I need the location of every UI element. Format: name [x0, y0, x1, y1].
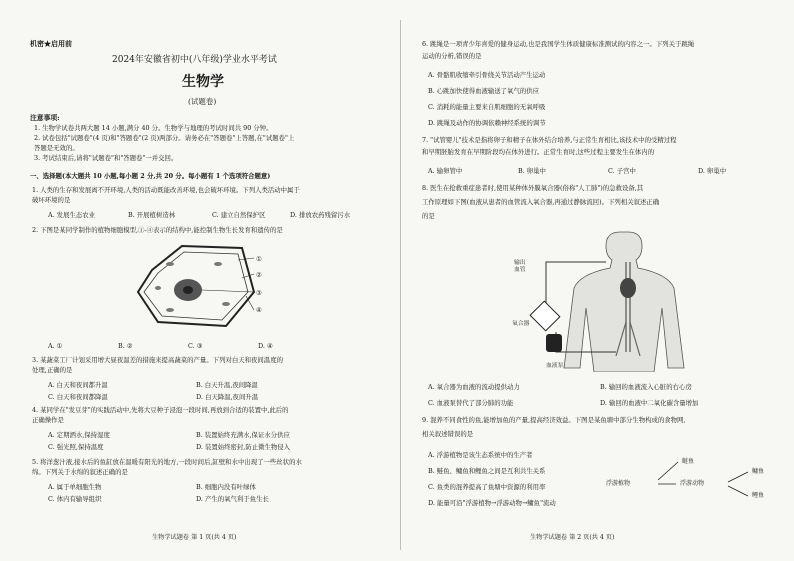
- food-web-node-phyto: 浮游植物: [606, 480, 631, 487]
- right-page: [400, 0, 794, 561]
- q9-option-a: A. 浮游植物是该生态系统中的生产者: [428, 451, 533, 459]
- q8-option-c: C. 血液泵替代了部分肺的功能: [428, 399, 514, 407]
- q8-stem: 的是: [422, 212, 435, 220]
- cell-callout-4: ④: [256, 306, 262, 314]
- q7-stem: 7. "试管婴儿"技术是指将卵子和精子在体外结合培养,与正常生育相比,该技术中的受精过程: [422, 136, 677, 144]
- q6-option-c: C. 消耗的能量主要来自肌细胞的无氧呼吸: [428, 103, 546, 111]
- q7-stem: 和早期胚胎发育在早期阶段均在体外进行。正常生育时,这些过程主要发生在体内的: [422, 148, 655, 156]
- food-web-node-carp: 鲤鱼: [752, 492, 765, 499]
- q3-option-d: D. 白天降温,夜间升温: [196, 393, 259, 401]
- chloroplast-shape: [214, 262, 222, 266]
- section-title: 一、选择题(本大题共 10 小题,每小题 2 分,共 20 分。每小题有 1 个选项符合题意): [30, 172, 271, 180]
- ecmo-label-oxygenator: 氧合器: [512, 321, 530, 327]
- food-web-node-bighead: 鳙鱼: [752, 468, 765, 475]
- q4-option-b: B. 装置始终充满水,保证水分供应: [196, 431, 290, 439]
- q3-option-a: A. 白天和夜间都升温: [48, 381, 108, 389]
- q5-option-b: B. 细胞内没有叶绿体: [196, 483, 256, 491]
- q3-stem: 处理,正确的是: [32, 366, 73, 374]
- q9-stem: 9. 混养不同食性的鱼,能增加鱼的产量,提高经济效益。下图是某鱼塘中部分生物构成的食物网,: [422, 416, 686, 424]
- q2-option-b: B. ②: [118, 342, 133, 350]
- oxygenator-shape: [530, 301, 560, 331]
- q8-option-b: B. 输回的血液流入心脏的右心房: [600, 383, 692, 391]
- q5-option-a: A. 属于单细胞生物: [48, 483, 102, 491]
- q1-stem: 1. 人类的生存和发展离不开环境,人类的活动既能改善环境,也会破坏环境。下列人类活动中属于: [32, 186, 300, 194]
- q7-option-a: A. 输卵管中: [428, 167, 463, 175]
- q2-option-a: A. ①: [48, 342, 63, 350]
- nucleolus-shape: [183, 286, 193, 294]
- q7-option-d: D. 卵巢中: [698, 167, 727, 175]
- chloroplast-shape: [166, 308, 174, 312]
- page-footer-right: 生物学试题卷 第 2 页(共 4 页): [530, 534, 615, 541]
- q2-option-c: C. ③: [188, 342, 203, 350]
- q3-option-b: B. 白天升温,夜间降温: [196, 381, 258, 389]
- q7-option-b: B. 卵巢中: [518, 167, 546, 175]
- ecmo-label-pump: 血液泵: [546, 363, 564, 369]
- q3-option-c: C. 白天和夜间都降温: [48, 393, 108, 401]
- q2-stem: 2. 下图是某同学制作的植物细胞模型,①-④表示的结构中,能控制生物生长发育和遗传的是: [32, 226, 283, 234]
- q9-stem: 相关叙述错误的是: [422, 430, 474, 438]
- q5-stem: 5. 将洋葱汁液,接水后的鱼缸放在温暖有阳光的地方,一段时间后,缸壁和水中出现了一些丝状的水: [32, 458, 302, 466]
- q6-option-d: D. 跳绳及动作的协调依赖神经系统的调节: [428, 119, 546, 127]
- plant-cell-model-figure: [130, 240, 270, 336]
- q6-option-a: A. 骨骼肌收缩牵引骨绕关节活动产生运动: [428, 71, 546, 79]
- ecmo-figure: [500, 222, 700, 372]
- q1-option-d: D. 排放农药残留污水: [290, 211, 351, 219]
- q1-option-c: C. 建立自然保护区: [212, 211, 266, 219]
- q4-stem: 4. 某同学在"发豆芽"的实践活动中,先将大豆种子浸泡一段时间,再放到合适的装置中,此后的: [32, 406, 289, 414]
- note-line: 答题是无效的。: [34, 144, 79, 152]
- q8-stem: 工作原理如下图(血液从患者的血管流入氧合器,再通过静脉流回)。下列相关叙述正确: [422, 198, 660, 206]
- q5-option-c: C. 体内有输导组织: [48, 495, 102, 503]
- q1-stem: 破坏环境的是: [32, 196, 71, 204]
- food-web-arrow: [658, 462, 678, 480]
- note-line: 3. 考试结束后,请将"试题卷"和"答题卷"一并交回。: [34, 154, 178, 162]
- food-web-arrow: [728, 472, 748, 482]
- q9-option-b: B. 鲢鱼、鳙鱼和鲤鱼之间是互利共生关系: [428, 467, 546, 475]
- chloroplast-shape: [166, 262, 174, 266]
- notes-title: 注意事项:: [30, 114, 60, 122]
- subject-title: 生物学: [182, 74, 224, 90]
- q8-option-a: A. 氧合器为血液的流动提供动力: [428, 383, 520, 391]
- q6-option-b: B. 心跳加快使得血液输送了氧气的供应: [428, 87, 540, 95]
- q5-option-d: D. 产生的氧气利于鱼生长: [196, 495, 269, 503]
- secret-label: 机密★启用前: [30, 39, 72, 48]
- food-web-node-zoo: 浮游动物: [680, 480, 705, 487]
- note-line: 2. 试卷包括"试题卷"(4 页)和"答题卷"(2 页)两部分。请务必在"答题卷"上答题,在"试题卷"上: [34, 134, 295, 142]
- q4-option-a: A. 定期洒水,保持湿度: [48, 431, 110, 439]
- q6-stem: 6. 跳绳是一项青少年喜爱的健身运动,也是我国学生体质健康标准测试的内容之一。下列关于跳绳: [422, 40, 695, 48]
- q4-stem: 正确操作是: [32, 416, 64, 424]
- q4-option-c: C. 强光照,保持温度: [48, 443, 104, 451]
- q1-option-a: A. 发展生态农业: [48, 211, 96, 219]
- ecmo-label-vessel: 输出 血管: [514, 260, 526, 273]
- q1-option-b: B. 开展植树造林: [128, 211, 176, 219]
- paper-type: (试题卷): [188, 97, 217, 106]
- heart-shape: [620, 278, 636, 298]
- cell-callout-3: ③: [256, 289, 262, 297]
- cell-callout-1: ①: [256, 255, 262, 263]
- cell-callout-2: ②: [256, 271, 262, 279]
- q6-stem: 运动的分析,错误的是: [422, 52, 482, 60]
- q9-option-d: D. 能量可沿"浮游植物→浮游动物→鳙鱼"流动: [428, 499, 556, 507]
- q3-stem: 3. 某蔬菜工厂计划采用增大昼夜温差的措施来提高蔬菜的产量。下列对白天和夜间温度的: [32, 356, 283, 364]
- note-line: 1. 生物学试卷共两大题 14 小题,满分 40 分。生物学与地理的考试时间共 90 分钟。: [34, 124, 273, 132]
- chloroplast-shape: [222, 302, 230, 306]
- q2-option-d: D. ④: [258, 342, 273, 350]
- q5-stem: 绵。下列关于水绵的叙述正确的是: [32, 468, 128, 476]
- q7-option-c: C. 子宫中: [608, 167, 636, 175]
- exam-title: 2024年安徽省初中(八年级)学业水平考试: [112, 55, 277, 65]
- q4-option-d: D. 装置始终密封,防止微生物侵入: [196, 443, 291, 451]
- food-web-node-silver-carp: 鲢鱼: [682, 458, 695, 465]
- q8-stem: 8. 医生在抢救重症患者时,使用某种体外膜氧合器(俗称"人工肺")的急救设备,其: [422, 184, 644, 192]
- q8-option-d: D. 输回的血液中二氧化碳含量增加: [600, 399, 699, 407]
- food-web-arrow: [728, 486, 748, 496]
- q9-option-c: C. 鱼类的混养提高了鱼塘中资源的利用率: [428, 483, 546, 491]
- page-footer-left: 生物学试题卷 第 1 页(共 4 页): [152, 534, 237, 541]
- torso-outline: [564, 232, 684, 372]
- blood-pump-shape: [546, 334, 562, 352]
- chloroplast-shape: [155, 286, 161, 290]
